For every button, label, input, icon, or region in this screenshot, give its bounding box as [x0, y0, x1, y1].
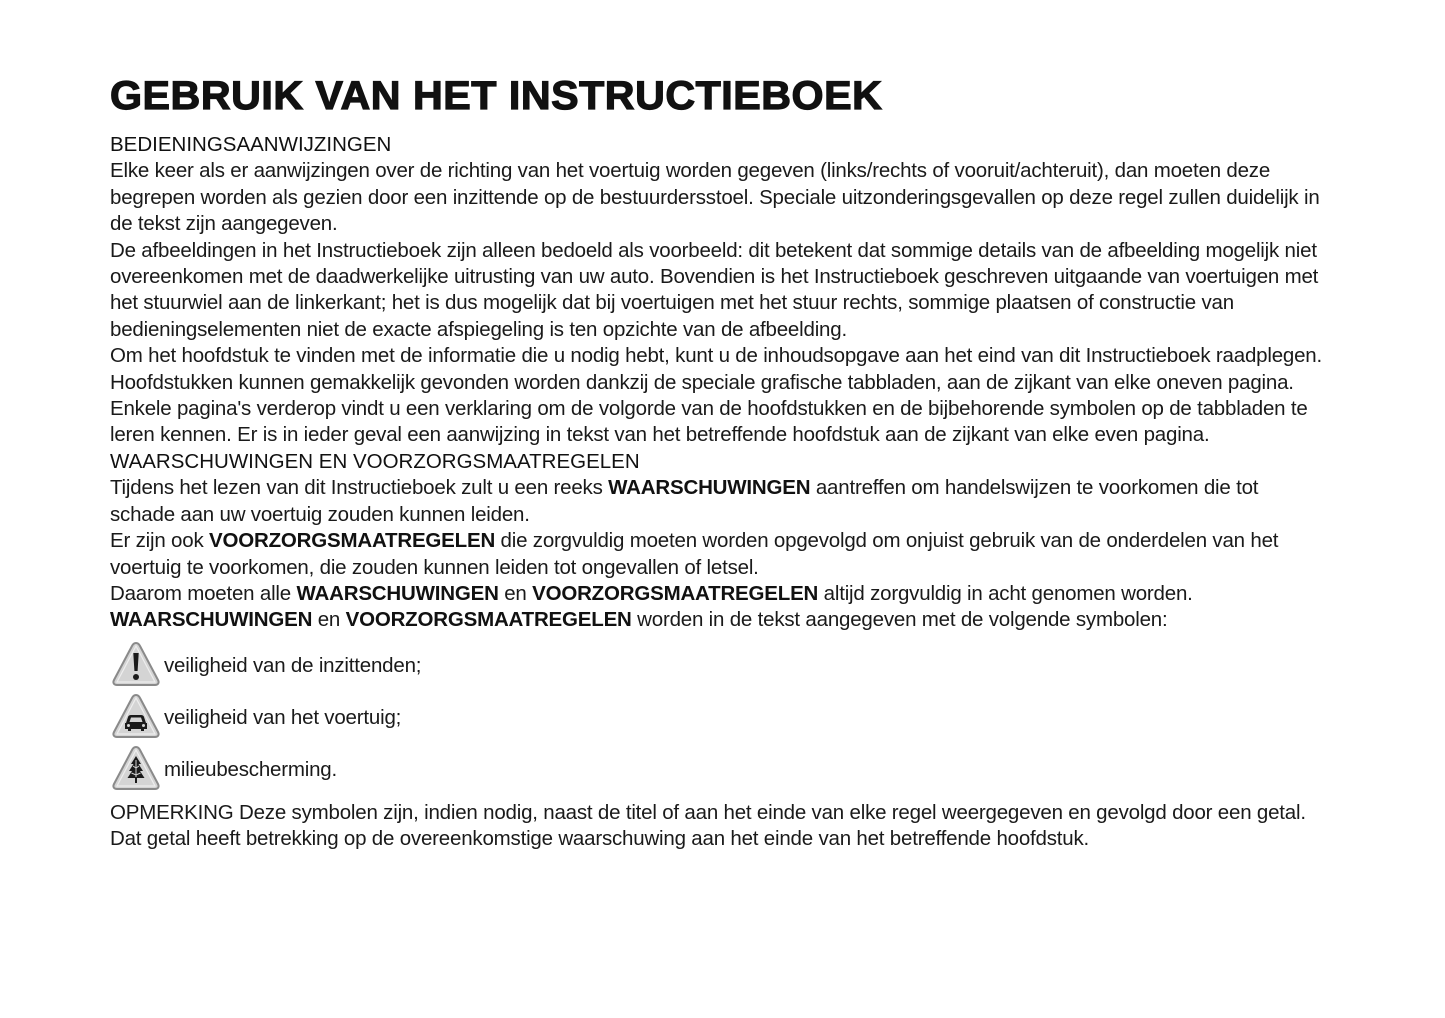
bold-term: VOORZORGSMAATREGELEN	[345, 608, 632, 632]
page-title: GEBRUIK VAN HET INSTRUCTIEBOEK	[110, 74, 883, 118]
bold-term: WAARSCHUWINGEN	[608, 476, 811, 500]
symbol-label: veiligheid van het voertuig;	[164, 705, 402, 729]
paragraph: Daarom moeten alle WAARSCHUWINGEN en VOORZORGSMAATREGELEN altijd zorgvuldig in acht genomen worden.	[110, 581, 1193, 605]
symbol-row-vehicle-safety	[110, 690, 1325, 742]
section-heading-bedieningsaanwijzingen: BEDIENINGSAANWIJZINGEN	[110, 133, 392, 156]
paragraph: Elke keer als er aanwijzingen over de richting van het voertuig worden gegeven (links/rechts of vooruit/achteruit), dan moeten deze begrepen worden als gezien door een inzittende op de bestuurdersstoel. Speciale uitzonderingsgevallen op deze regel zullen duidelijk in de tekst zijn aangegeven.	[110, 159, 1320, 236]
symbol-legend	[110, 638, 1325, 794]
bold-term: WAARSCHUWINGEN	[296, 581, 499, 605]
car-warning-icon	[110, 692, 162, 740]
manual-page	[110, 74, 1325, 853]
paragraph: WAARSCHUWINGEN en VOORZORGSMAATREGELEN worden in de tekst aangegeven met de volgende symbolen:	[110, 608, 1168, 632]
paragraph: Om het hoofdstuk te vinden met de informatie die u nodig hebt, kunt u de inhoudsopgave aan het eind van dit Instructieboek raadplegen.	[110, 344, 1323, 368]
bold-term: VOORZORGSMAATREGELEN	[209, 529, 496, 553]
section-body-waarschuwingen	[110, 475, 1325, 633]
paragraph: Er zijn ook VOORZORGSMAATREGELEN die zorgvuldig moeten worden opgevolgd om onjuist gebruik van de onderdelen van het voertuig te voorkomen, die zouden kunnen leiden tot ongevallen of letsel.	[110, 529, 1279, 579]
symbol-row-environment	[110, 742, 1325, 794]
section-body-bedieningsaanwijzingen	[110, 158, 1325, 448]
symbol-label: veiligheid van de inzittenden;	[164, 653, 422, 677]
note-paragraph: OPMERKING Deze symbolen zijn, indien nodig, naast de titel of aan het einde van elke regel weergegeven en gevolgd door een getal. Dat getal heeft betrekking op de overeenkomstige waarschuwing aan het einde van het betreffende hoofdstuk.	[110, 800, 1306, 851]
symbol-row-occupant-safety	[110, 638, 1325, 690]
paragraph: De afbeeldingen in het Instructieboek zijn alleen bedoeld als voorbeeld: dit betekent dat sommige details van de afbeelding mogelijk niet overeenkomen met de daadwerkelijke uitrusting van uw auto. Bovendien is het Instructieboek geschreven uitgaande van voertuigen met het stuurwiel aan de linkerkant; het is dus mogelijk dat bij voertuigen met het stuur rechts, sommige plaatsen of constructie van bedieningselementen niet de exacte afspiegeling is ten opzichte van de afbeelding.	[110, 238, 1319, 341]
paragraph: Hoofdstukken kunnen gemakkelijk gevonden worden dankzij de speciale grafische tabbladen, aan de zijkant van elke oneven pagina. Enkele pagina's verderop vindt u een verklaring om de volgorde van de hoofdstukken en de bijbehorende symbolen op de tabbladen te leren kennen. Er is in ieder geval een aanwijzing in tekst van het betreffende hoofdstuk aan de zijkant van elke even pagina.	[110, 370, 1308, 447]
bold-term: WAARSCHUWINGEN	[110, 608, 313, 632]
paragraph: Tijdens het lezen van dit Instructieboek zult u een reeks WAARSCHUWINGEN aantreffen om handelswijzen te voorkomen die tot schade aan uw voertuig zouden kunnen leiden.	[110, 476, 1259, 526]
tree-warning-icon	[110, 744, 162, 792]
exclamation-warning-icon	[110, 640, 162, 688]
bold-term: VOORZORGSMAATREGELEN	[532, 581, 819, 605]
symbol-label: milieubescherming.	[164, 757, 338, 781]
section-heading-waarschuwingen: WAARSCHUWINGEN EN VOORZORGSMAATREGELEN	[110, 449, 640, 473]
